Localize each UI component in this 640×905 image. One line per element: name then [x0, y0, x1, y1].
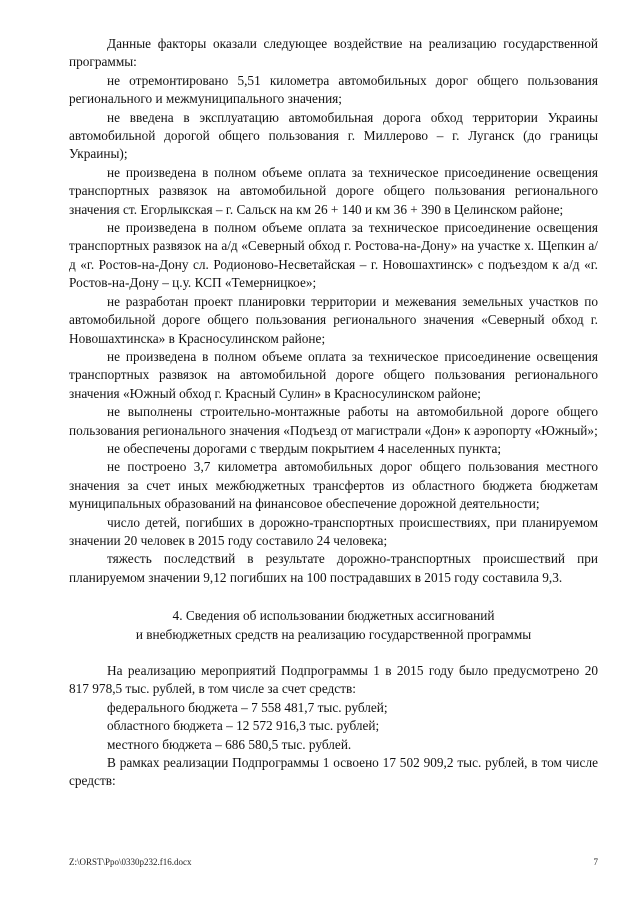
- paragraph-bypass-ukraine: не введена в эксплуатацию автомобильная дорога обход территории Украины автомобильной дорогой общего пользования г. Миллерово – г. Луганск (до границы Украины);: [69, 109, 598, 162]
- paragraph-regional-budget: областного бюджета – 12 572 916,3 тыс. рублей;: [107, 718, 380, 734]
- paragraph-settlements: не обеспечены дорогами с твердым покрытием 4 населенных пункта;: [107, 440, 502, 456]
- spacer: [69, 587, 598, 607]
- document-body: [69, 35, 598, 791]
- paragraph-lighting-egorlykskaya: не произведена в полном объеме оплата за техническое присоединение освещения транспортных развязок на автомобильной дороге общего пользования регионального значения ст. Егорлыкская – г. Сальск на км 26 + 140 и км 36 + 390 в Целинском районе;: [69, 164, 598, 217]
- footer-file-path: Z:\ORST\Ppo\0330p232.f16.docx: [69, 857, 192, 867]
- paragraph-planning-novoshakhtinsk: не разработан проект планировки территории и межевания земельных участков по автомобильной дороге общего пользования регионального значения «Северный обход г. Новошахтинска» в Красносулинском районе;: [69, 293, 598, 346]
- page-number: 7: [593, 857, 598, 867]
- paragraph-federal-budget: федерального бюджета – 7 558 481,7 тыс. рублей;: [107, 699, 388, 715]
- paragraph-severity: тяжесть последствий в результате дорожно-транспортных происшествий при планируемом значении 9,12 погибших на 100 пострадавших в 2015 году составила 9,3.: [69, 551, 598, 585]
- paragraph-lighting-krasny-sulin: не произведена в полном объеме оплата за техническое присоединение освещения транспортных развязок на автомобильной дороге общего пользования регионального значения «Южный обход г. Красный Сулин» в Красносулинском районе;: [69, 348, 598, 401]
- paragraph-funds-spent: В рамках реализации Подпрограммы 1 освоено 17 502 909,2 тыс. рублей, в том числе средств:: [69, 755, 598, 789]
- section-heading-line-1: 4. Сведения об использовании бюджетных ассигнований: [172, 608, 495, 624]
- spacer: [69, 644, 598, 662]
- paragraph-lighting-rostov-bypass: не произведена в полном объеме оплата за техническое присоединение освещения транспортных развязок на а/д «Северный обход г. Ростова-на-Дону» на участке х. Щепкин а/д «г. Ростов-на-Дону сл. Родионово-Несветайская – г. Новошахтинск» с подъездом к а/д «г. Ростов-на-Дону – ц.у. КСП «Темерницкое»;: [69, 220, 598, 291]
- section-heading-line-2: и внебюджетных средств на реализацию государственной программы: [135, 626, 532, 642]
- paragraph-local-roads: не построено 3,7 километра автомобильных дорог общего пользования местного значения за счет иных межбюджетных трансфертов из областного бюджета бюджетам муниципальных образований на финансовое обеспечение дорожной деятельности;: [69, 459, 598, 512]
- paragraph-children-deaths: число детей, погибших в дорожно-транспортных происшествиях, при планируемом значении 20 человек в 2015 году составило 24 человека;: [69, 514, 598, 548]
- paragraph-roads-not-repaired: не отремонтировано 5,51 километра автомобильных дорог общего пользования регионального и межмуниципального значения;: [69, 72, 598, 107]
- paragraph-factors-intro: Данные факторы оказали следующее воздействие на реализацию государственной программы:: [69, 36, 598, 70]
- paragraph-local-budget: местного бюджета – 686 580,5 тыс. рублей.: [107, 736, 352, 752]
- paragraph-airport-access-road: не выполнены строительно-монтажные работы на автомобильной дороге общего пользования регионального значения «Подъезд от магистрали «Дон» к аэропорту «Южный»;: [69, 404, 598, 438]
- paragraph-funding-intro: На реализацию мероприятий Подпрограммы 1 в 2015 году было предусмотрено 20 817 978,5 тыс. рублей, в том числе за счет средств:: [69, 663, 598, 697]
